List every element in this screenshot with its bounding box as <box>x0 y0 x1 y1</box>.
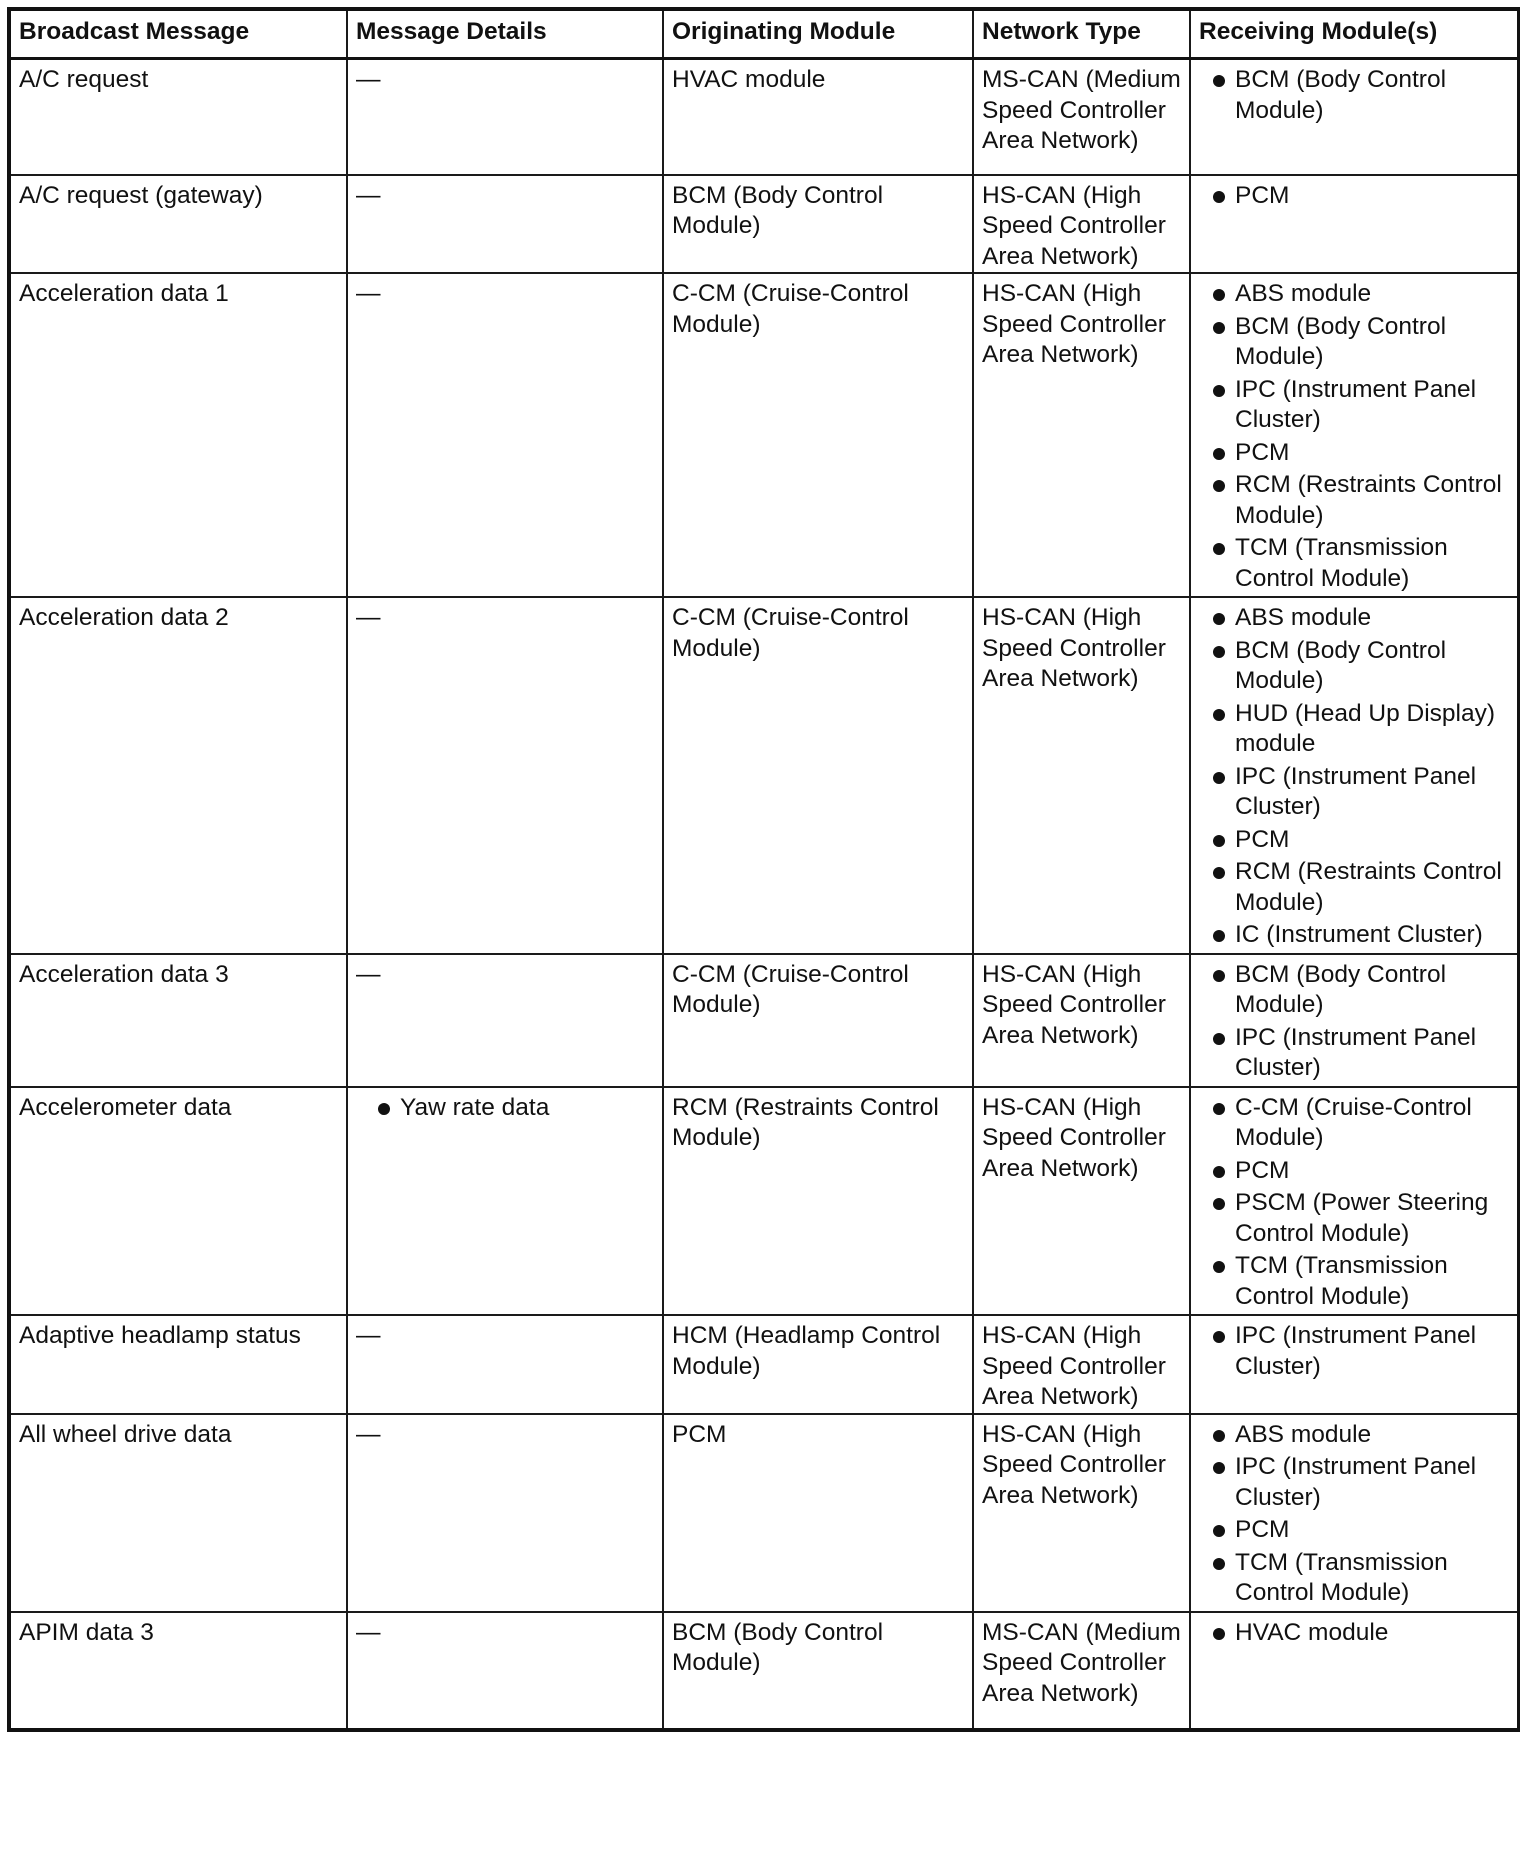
originating-module-cell: C-CM (Cruise-Control Module) <box>663 954 973 1087</box>
details-list-item: Yaw rate data <box>356 1093 654 1124</box>
originating-module-cell: BCM (Body Control Module) <box>663 1612 973 1730</box>
receiving-module-item: PCM <box>1199 825 1509 856</box>
broadcast-message-cell: Acceleration data 2 <box>9 597 347 954</box>
receiving-module-item: IPC (Instrument Panel Cluster) <box>1199 1023 1509 1084</box>
receiving-modules-list <box>1199 1321 1509 1382</box>
table-row <box>9 273 1519 597</box>
network-type-cell: MS-CAN (Medium Speed Controller Area Network) <box>973 1612 1190 1730</box>
receiving-modules-list <box>1199 1420 1509 1609</box>
network-type-cell: HS-CAN (High Speed Controller Area Network) <box>973 1414 1190 1612</box>
table-row <box>9 597 1519 954</box>
table-row <box>9 1087 1519 1316</box>
broadcast-message-cell: Acceleration data 1 <box>9 273 347 597</box>
network-type-cell: HS-CAN (High Speed Controller Area Network) <box>973 175 1190 274</box>
receiving-modules-cell <box>1190 1414 1519 1612</box>
message-details-cell <box>347 1087 663 1316</box>
table-row <box>9 59 1519 175</box>
originating-module-cell: BCM (Body Control Module) <box>663 175 973 274</box>
receiving-modules-list <box>1199 279 1509 594</box>
broadcast-message-cell: APIM data 3 <box>9 1612 347 1730</box>
table-row <box>9 1315 1519 1414</box>
network-type-cell: HS-CAN (High Speed Controller Area Network) <box>973 1087 1190 1316</box>
receiving-module-item: ABS module <box>1199 1420 1509 1451</box>
receiving-modules-list <box>1199 181 1509 212</box>
receiving-module-item: HVAC module <box>1199 1618 1509 1649</box>
receiving-modules-cell <box>1190 175 1519 274</box>
receiving-module-item: RCM (Restraints Control Module) <box>1199 470 1509 531</box>
table-row <box>9 1612 1519 1730</box>
table-body <box>9 59 1519 1730</box>
receiving-modules-cell <box>1190 59 1519 175</box>
receiving-module-item: IPC (Instrument Panel Cluster) <box>1199 1321 1509 1382</box>
receiving-module-item: PCM <box>1199 1515 1509 1546</box>
broadcast-message-cell: All wheel drive data <box>9 1414 347 1612</box>
receiving-module-item: TCM (Transmission Control Module) <box>1199 1251 1509 1312</box>
table-row <box>9 1414 1519 1612</box>
network-type-cell: HS-CAN (High Speed Controller Area Network) <box>973 954 1190 1087</box>
receiving-modules-cell <box>1190 1315 1519 1414</box>
receiving-modules-cell <box>1190 597 1519 954</box>
receiving-module-item: BCM (Body Control Module) <box>1199 960 1509 1021</box>
receiving-module-item: C-CM (Cruise-Control Module) <box>1199 1093 1509 1154</box>
originating-module-cell: C-CM (Cruise-Control Module) <box>663 597 973 954</box>
originating-module-cell: HCM (Headlamp Control Module) <box>663 1315 973 1414</box>
receiving-module-item: ABS module <box>1199 279 1509 310</box>
broadcast-message-cell: A/C request <box>9 59 347 175</box>
originating-module-cell: C-CM (Cruise-Control Module) <box>663 273 973 597</box>
receiving-modules-cell <box>1190 1612 1519 1730</box>
message-details-cell: — <box>347 1414 663 1612</box>
network-type-cell: HS-CAN (High Speed Controller Area Network) <box>973 597 1190 954</box>
receiving-module-item: BCM (Body Control Module) <box>1199 636 1509 697</box>
header-broadcast-message: Broadcast Message <box>9 9 347 59</box>
message-details-cell: — <box>347 1315 663 1414</box>
receiving-module-item: IC (Instrument Cluster) <box>1199 920 1509 951</box>
message-details-cell: — <box>347 175 663 274</box>
broadcast-message-cell: Adaptive headlamp status <box>9 1315 347 1414</box>
table-header <box>9 9 1519 59</box>
network-type-cell: HS-CAN (High Speed Controller Area Network) <box>973 1315 1190 1414</box>
receiving-modules-list <box>1199 1618 1509 1649</box>
receiving-module-item: PCM <box>1199 1156 1509 1187</box>
header-originating-module: Originating Module <box>663 9 973 59</box>
receiving-module-item: ABS module <box>1199 603 1509 634</box>
receiving-module-item: IPC (Instrument Panel Cluster) <box>1199 375 1509 436</box>
receiving-module-item: TCM (Transmission Control Module) <box>1199 533 1509 594</box>
table-row <box>9 175 1519 274</box>
originating-module-cell: PCM <box>663 1414 973 1612</box>
receiving-module-item: TCM (Transmission Control Module) <box>1199 1548 1509 1609</box>
receiving-modules-list <box>1199 65 1509 126</box>
receiving-module-item: PCM <box>1199 438 1509 469</box>
receiving-module-item: BCM (Body Control Module) <box>1199 65 1509 126</box>
receiving-modules-list <box>1199 960 1509 1084</box>
receiving-modules-cell <box>1190 954 1519 1087</box>
originating-module-cell: RCM (Restraints Control Module) <box>663 1087 973 1316</box>
details-list <box>356 1093 654 1124</box>
broadcast-message-cell: Acceleration data 3 <box>9 954 347 1087</box>
header-receiving-modules: Receiving Module(s) <box>1190 9 1519 59</box>
receiving-modules-cell <box>1190 1087 1519 1316</box>
message-details-cell: — <box>347 273 663 597</box>
message-details-cell: — <box>347 59 663 175</box>
table-row <box>9 954 1519 1087</box>
receiving-module-item: RCM (Restraints Control Module) <box>1199 857 1509 918</box>
receiving-module-item: PSCM (Power Steering Control Module) <box>1199 1188 1509 1249</box>
header-row <box>9 9 1519 59</box>
network-type-cell: HS-CAN (High Speed Controller Area Network) <box>973 273 1190 597</box>
broadcast-message-table <box>7 7 1520 1732</box>
network-type-cell: MS-CAN (Medium Speed Controller Area Network) <box>973 59 1190 175</box>
receiving-module-item: IPC (Instrument Panel Cluster) <box>1199 1452 1509 1513</box>
broadcast-message-cell: Accelerometer data <box>9 1087 347 1316</box>
broadcast-message-cell: A/C request (gateway) <box>9 175 347 274</box>
receiving-module-item: BCM (Body Control Module) <box>1199 312 1509 373</box>
message-details-cell: — <box>347 954 663 1087</box>
message-details-cell: — <box>347 597 663 954</box>
message-details-cell: — <box>347 1612 663 1730</box>
receiving-module-item: PCM <box>1199 181 1509 212</box>
receiving-module-item: IPC (Instrument Panel Cluster) <box>1199 762 1509 823</box>
originating-module-cell: HVAC module <box>663 59 973 175</box>
header-network-type: Network Type <box>973 9 1190 59</box>
receiving-modules-list <box>1199 603 1509 951</box>
receiving-modules-cell <box>1190 273 1519 597</box>
receiving-modules-list <box>1199 1093 1509 1313</box>
header-message-details: Message Details <box>347 9 663 59</box>
receiving-module-item: HUD (Head Up Display) module <box>1199 699 1509 760</box>
